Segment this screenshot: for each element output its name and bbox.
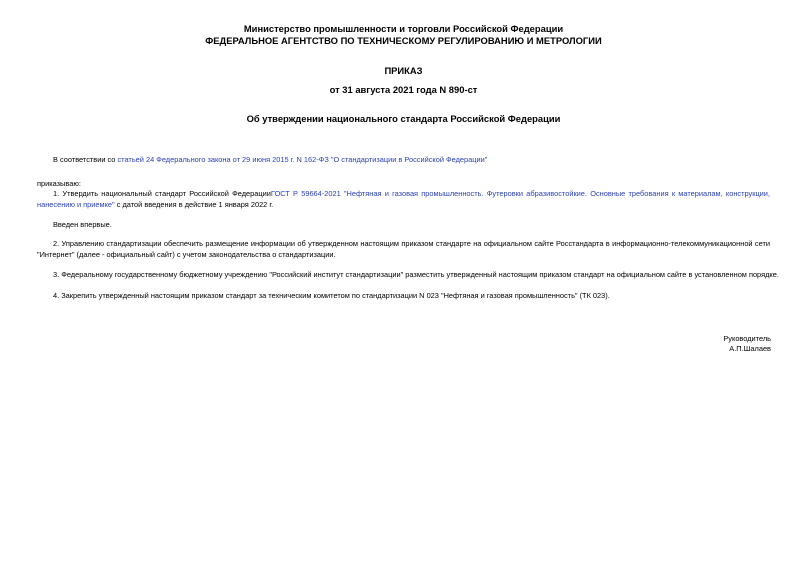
- item-1-suffix: с датой введения в действие 1 января 2022 г.: [114, 200, 274, 209]
- ministry-name: Министерство промышленности и торговли Российской Федерации: [243, 23, 564, 34]
- gost-standard-link[interactable]: ГОСТ Р 59664-2021 "Нефтяная и газовая промышленность. Футеровки абразивостойкие. Основные требования к материалам, конструкции, нанесению и приемке": [37, 189, 770, 209]
- item-3-paragraph: 3. Федеральному государственному бюджетному учреждению "Российский институт стандартизации" разместить утвержденный настоящим приказом стандарт на официальном сайте в установленном порядке.: [53, 270, 779, 279]
- item-1-paragraph: [37, 188, 770, 210]
- signatory-name: А.П.Шалаев: [729, 344, 771, 353]
- introduced-first-note: Введен впервые.: [53, 220, 112, 229]
- document-title: Об утверждении национального стандарта Российской Федерации: [246, 113, 561, 124]
- item-4-paragraph: 4. Закрепить утвержденный настоящим приказом стандарт за техническим комитетом по стандартизации N 023 "Нефтяная и газовая промышленность" (ТК 023).: [53, 291, 610, 300]
- intro-paragraph: [53, 154, 487, 165]
- order-word: приказываю:: [37, 179, 81, 188]
- intro-prefix: В соответствии со: [53, 155, 118, 164]
- signatory-position: Руководитель: [723, 334, 771, 343]
- document-type: ПРИКАЗ: [384, 65, 423, 76]
- document-date-number: от 31 августа 2021 года N 890-ст: [329, 84, 478, 95]
- item-1-prefix: 1. Утвердить национальный стандарт Российской Федерации: [53, 189, 271, 198]
- item-2-paragraph: 2. Управлению стандартизации обеспечить размещение информации об утвержденном настоящим приказом стандарте на официальном сайте Росстандарта в информационно-телекоммуникационной сети "Интернет" (далее - официальный сайт) с учетом законодательства о стандартизации.: [37, 239, 770, 259]
- federal-law-link[interactable]: статьей 24 Федерального закона от 29 июня 2015 г. N 162-ФЗ "О стандартизации в Российской Федерации": [117, 155, 488, 164]
- agency-name: ФЕДЕРАЛЬНОЕ АГЕНТСТВО ПО ТЕХНИЧЕСКОМУ РЕГУЛИРОВАНИЮ И МЕТРОЛОГИИ: [205, 35, 602, 46]
